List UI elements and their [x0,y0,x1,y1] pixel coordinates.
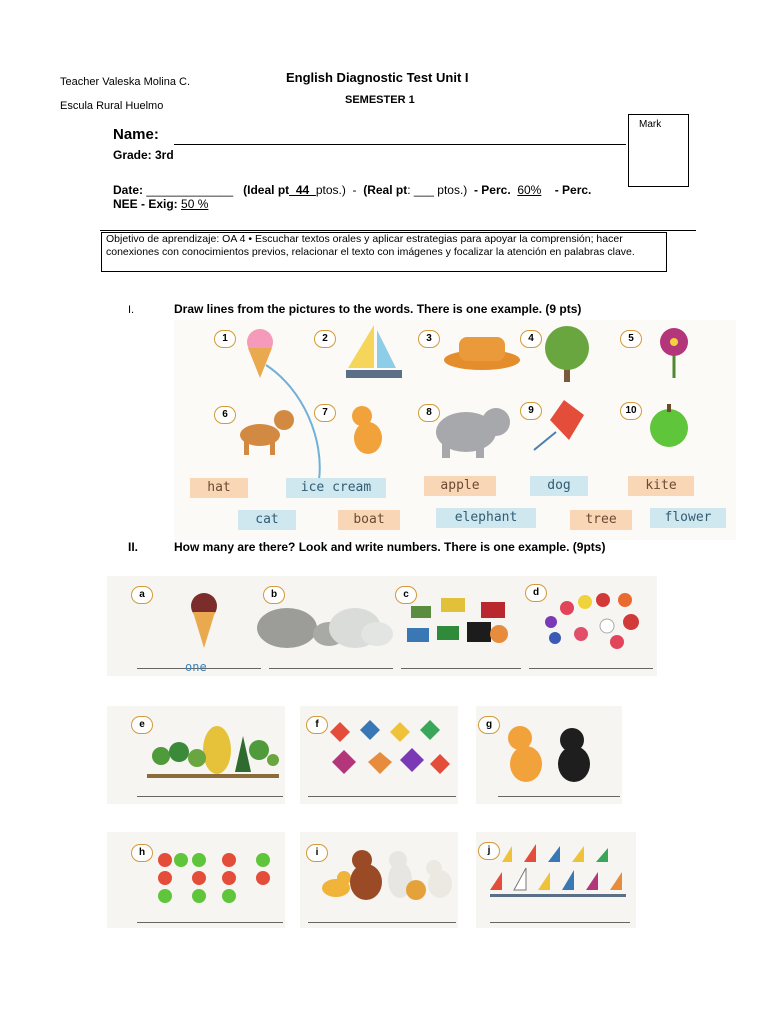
word-tag-hat[interactable]: hat [190,478,248,498]
perc-value: 60% [517,183,542,197]
hat-icon [444,337,520,370]
mark-label: Mark [639,119,662,130]
section2-number: II. [128,540,139,554]
letter-circle: j [478,842,500,860]
number-circle: 9 [520,402,542,420]
perc2-label: - Perc. [554,183,592,197]
nee-label: NEE - Exig: [113,197,178,211]
counting-row-1 [107,576,657,676]
real-label: (Real pt [363,183,408,197]
letter-circle: b [263,586,285,604]
semester-label: SEMESTER 1 [345,94,415,106]
answer-line[interactable] [529,668,653,669]
nee-value: 50 % [181,197,209,211]
word-tag-cat[interactable]: cat [238,510,296,530]
mark-box[interactable] [628,114,689,187]
kites-icon [300,706,458,804]
number-circle: 6 [214,406,236,424]
date-field[interactable]: _____________ [146,183,234,197]
elephant-icon [436,408,510,458]
word-tag-tree[interactable]: tree [570,510,632,530]
number-circle: 2 [314,330,336,348]
answer-line[interactable] [490,922,630,923]
letter-circle: i [306,844,328,862]
date-label: Date: [113,183,144,197]
word-tag-elephant[interactable]: elephant [436,508,536,528]
hats-icon [407,598,508,643]
example-answer: one [185,660,207,674]
counting-panel-j [476,832,636,928]
ideal-suffix: ptos.) [315,183,346,197]
section1-instruction: Draw lines from the pictures to the words. There is one example. (9 pts) [174,302,582,316]
answer-line[interactable] [498,796,620,797]
real-field[interactable]: : ___ [407,183,434,197]
school-name: Escula Rural Huelmo [60,100,164,112]
counting-panel-h [107,832,285,928]
elephants-icon [257,608,393,648]
number-circle: 4 [520,330,542,348]
sailboat-icon [346,325,402,378]
flowers-icon [545,593,639,649]
dogs-icon [300,832,458,928]
number-circle: 8 [418,404,440,422]
word-tag-flower[interactable]: flower [650,508,726,528]
cat-icon [352,406,382,454]
apple-icon [650,404,688,447]
counting-panel-i [300,832,458,928]
divider [100,230,696,231]
word-tag-dog[interactable]: dog [530,476,588,496]
name-label: Name: [113,126,159,143]
letter-circle: h [131,844,153,862]
answer-line[interactable] [308,796,456,797]
dash-separator: - [352,183,357,197]
learning-objective: Objetivo de aprendizaje: OA 4 • Escuchar textos orales y aplicar estrategias para apoyar la comprensión; hacer conexiones con conocimientos previos, relacionar el texto con imágenes y focalizar la atención en palabras clave. [101,232,667,272]
number-circle: 1 [214,330,236,348]
word-tag-apple[interactable]: apple [424,476,496,496]
matching-illustrations [174,320,736,540]
word-tag-ice-cream[interactable]: ice cream [286,478,386,498]
counting-panel-g [476,706,622,804]
nee-row [113,197,208,211]
perc-label: - Perc. [473,183,511,197]
number-circle: 10 [620,402,642,420]
letter-circle: c [395,586,417,604]
number-circle: 7 [314,404,336,422]
letter-circle: a [131,586,153,604]
score-row [113,183,591,197]
section2-instruction: How many are there? Look and write numbers. There is one example. (9pts) [174,540,606,554]
ideal-value: _44_ [289,183,316,197]
counting-panel-f [300,706,458,804]
ice-cream-icon [191,593,217,648]
teacher-name: Teacher Valeska Molina C. [60,76,191,88]
boats-icon [476,832,636,928]
ice-cream-icon [247,329,273,378]
letter-circle: d [525,584,547,602]
real-suffix: ptos.) [437,183,468,197]
answer-line[interactable] [401,668,521,669]
number-circle: 3 [418,330,440,348]
letter-circle: g [478,716,500,734]
counting-panel-e [107,706,285,804]
letter-circle: e [131,716,153,734]
answer-line[interactable] [308,922,456,923]
answer-line[interactable] [269,668,393,669]
grade-label: Grade: 3rd [113,148,174,162]
letter-circle: f [306,716,328,734]
dog-icon [240,410,294,455]
tree-icon [545,326,589,382]
flower-icon [660,328,688,378]
test-title: English Diagnostic Test Unit I [286,70,469,85]
word-tag-boat[interactable]: boat [338,510,400,530]
answer-line[interactable] [137,796,283,797]
ideal-label: (Ideal pt [243,183,290,197]
name-field[interactable] [174,144,626,145]
matching-picture-panel [174,320,736,540]
cats-icon [476,706,622,804]
word-tag-kite[interactable]: kite [628,476,694,496]
answer-line[interactable] [137,922,283,923]
trees-icon [107,706,285,804]
section1-number: I. [128,304,135,316]
number-circle: 5 [620,330,642,348]
apples-icon [107,832,285,928]
